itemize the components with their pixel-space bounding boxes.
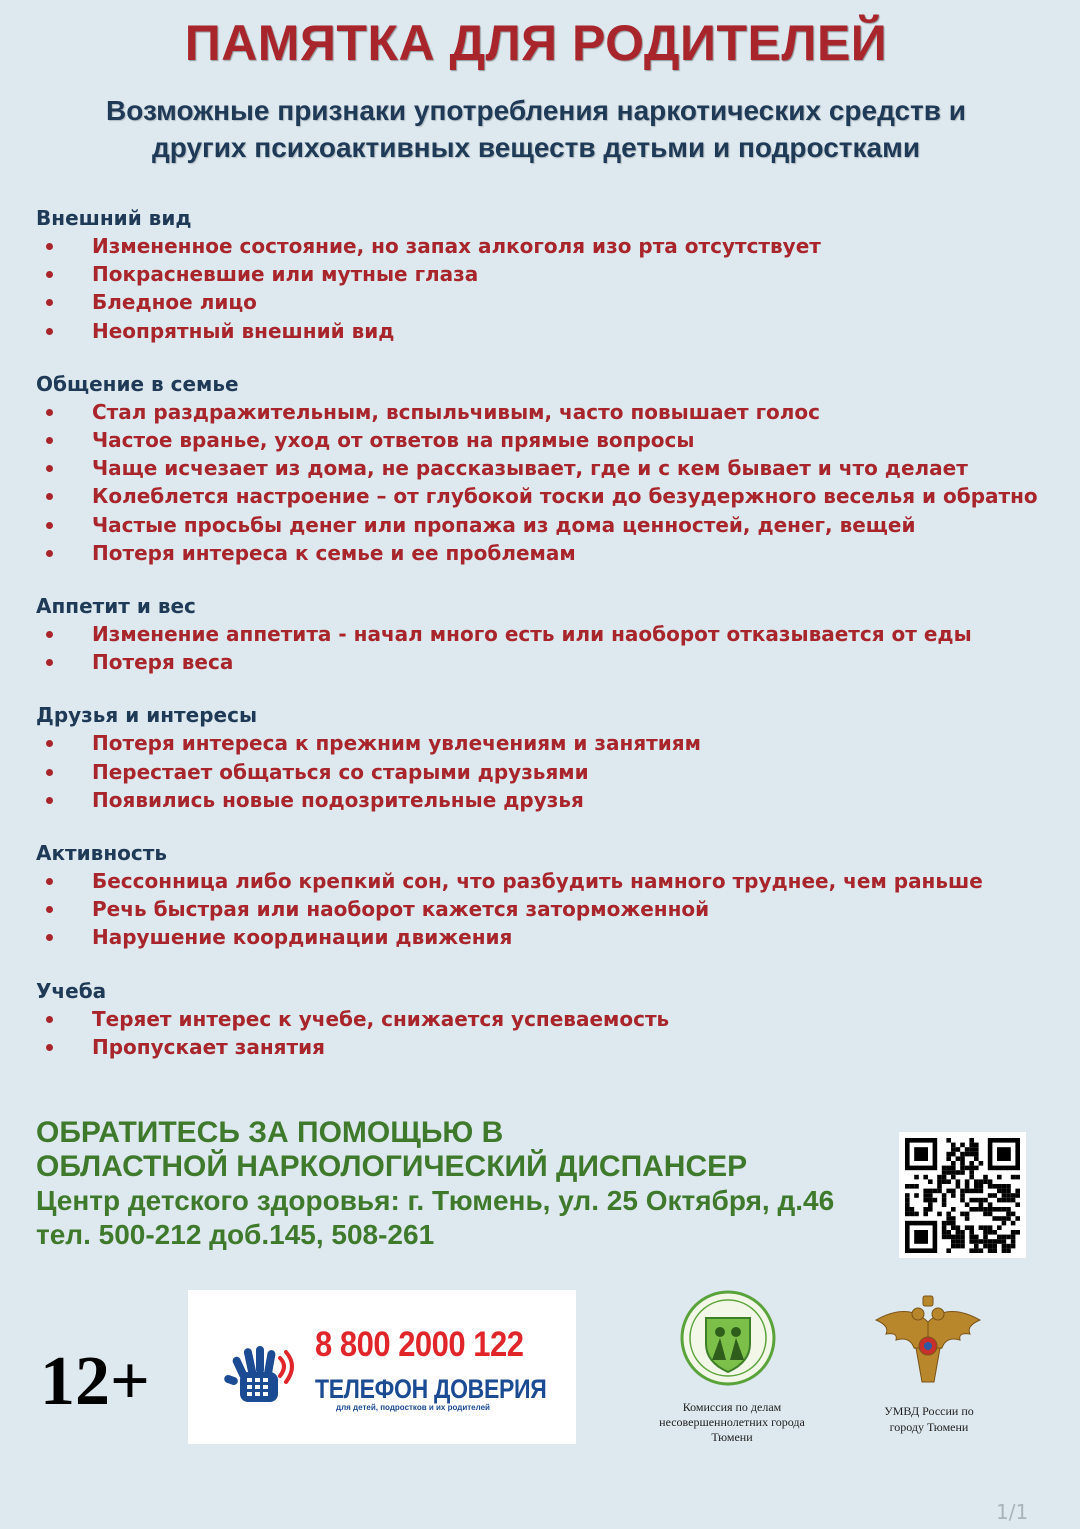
- list-item: Частые просьбы денег или пропажа из дома ценностей, денег, вещей: [36, 511, 1046, 539]
- commission-caption: Комиссия по делам несовершеннолетних города Тюмени: [659, 1400, 805, 1444]
- bullet-icon: [46, 906, 53, 913]
- contact-line-1: ОБРАТИТЕСЬ ЗА ПОМОЩЬЮ В: [36, 1116, 504, 1149]
- list-item: Потеря веса: [36, 648, 1046, 676]
- section-friends: [36, 701, 1046, 814]
- bullet-icon: [46, 409, 53, 416]
- bullet-icon: [46, 271, 53, 278]
- list-item: Бессонница либо крепкий сон, что разбудить намного труднее, чем раньше: [36, 867, 1046, 895]
- section-appetite: [36, 592, 1046, 676]
- contact-block: [36, 1116, 876, 1252]
- list-item: Частое вранье, уход от ответов на прямые вопросы: [36, 426, 1046, 454]
- list-item: Колеблется настроение – от глубокой тоски до безудержного веселья и обратно: [36, 482, 1046, 510]
- qr-code-icon[interactable]: [899, 1132, 1026, 1258]
- list-item: Неопрятный внешний вид: [36, 317, 1046, 345]
- bullet-icon: [46, 437, 53, 444]
- bullet-icon: [46, 243, 53, 250]
- double-eagle-emblem-icon: [868, 1292, 988, 1392]
- bullet-icon: [46, 522, 53, 529]
- commission-emblem-icon: [676, 1290, 780, 1386]
- list-item: Стал раздражительным, вспыльчивым, часто повышает голос: [36, 398, 1046, 426]
- bullet-icon: [46, 740, 53, 747]
- section-appearance: [36, 204, 1046, 345]
- page-number: 1/1: [996, 1500, 1029, 1524]
- page-title: ПАМЯТКА ДЛЯ РОДИТЕЛЕЙ: [184, 15, 888, 71]
- list-item: Бледное лицо: [36, 288, 1046, 316]
- section-family: [36, 370, 1046, 567]
- bullet-icon: [46, 631, 53, 638]
- hotline-subtitle: для детей, подростков и их родителей: [336, 1403, 490, 1412]
- section-heading: Учеба: [36, 978, 107, 1003]
- list-item: Нарушение координации движения: [36, 923, 1046, 951]
- section-activity: [36, 839, 1046, 952]
- hotline-name: ТЕЛЕФОН ДОВЕРИЯ: [315, 1374, 547, 1404]
- umvd-caption: УМВД России по городу Тюмени: [884, 1404, 974, 1434]
- list-item: Речь быстрая или наоборот кажется заторможенной: [36, 895, 1046, 923]
- list-item: Появились новые подозрительные друзья: [36, 786, 1046, 814]
- subtitle-line-2: других психоактивных веществ детьми и подростками: [151, 132, 921, 163]
- bullet-icon: [46, 659, 53, 666]
- bullet-icon: [46, 328, 53, 335]
- list-item: Чаще исчезает из дома, не рассказывает, где и с кем бывает и что делает: [36, 454, 1046, 482]
- signs-sections: [36, 204, 1046, 1086]
- bullet-icon: [46, 493, 53, 500]
- section-heading: Активность: [36, 841, 167, 866]
- subtitle-line-1: Возможные признаки употребления наркотических средств и: [106, 95, 966, 126]
- list-item: Перестает общаться со старыми друзьями: [36, 758, 1046, 786]
- bullet-icon: [46, 465, 53, 472]
- bullet-icon: [46, 797, 53, 804]
- section-heading: Общение в семье: [36, 371, 239, 396]
- section-heading: Аппетит и вес: [36, 594, 196, 619]
- bullet-icon: [46, 769, 53, 776]
- section-heading: Друзья и интересы: [36, 703, 258, 728]
- section-heading: Внешний вид: [36, 206, 192, 230]
- list-item: Покрасневшие или мутные глаза: [36, 260, 1046, 288]
- bullet-icon: [46, 1044, 53, 1051]
- bullet-icon: [46, 299, 53, 306]
- hotline-banner[interactable]: [188, 1290, 576, 1444]
- age-rating: 12+: [40, 1343, 150, 1420]
- hotline-number[interactable]: 8 800 2000 122: [315, 1324, 524, 1365]
- list-item: Изменение аппетита - начал много есть или наоборот отказывается от еды: [36, 620, 1046, 648]
- bullet-icon: [46, 878, 53, 885]
- list-item: Теряет интерес к учебе, снижается успеваемость: [36, 1005, 1046, 1033]
- list-item: Пропускает занятия: [36, 1033, 1046, 1061]
- bullet-icon: [46, 1016, 53, 1023]
- contact-phone[interactable]: тел. 500-212 доб.145, 508-261: [36, 1219, 435, 1250]
- list-item: Измененное состояние, но запах алкоголя изо рта отсутствует: [36, 232, 1046, 260]
- contact-line-2: ОБЛАСТНОЙ НАРКОЛОГИЧЕСКИЙ ДИСПАНСЕР: [36, 1150, 748, 1183]
- list-item: Потеря интереса к семье и ее проблемам: [36, 539, 1046, 567]
- bullet-icon: [46, 550, 53, 557]
- contact-address: Центр детского здоровья: г. Тюмень, ул. 25 Октября, д.46: [36, 1185, 835, 1216]
- page-subtitle: [0, 92, 1072, 166]
- phone-hand-icon: [222, 1342, 302, 1412]
- bullet-icon: [46, 934, 53, 941]
- section-study: [36, 977, 1046, 1061]
- list-item: Потеря интереса к прежним увлечениям и занятиям: [36, 729, 1046, 757]
